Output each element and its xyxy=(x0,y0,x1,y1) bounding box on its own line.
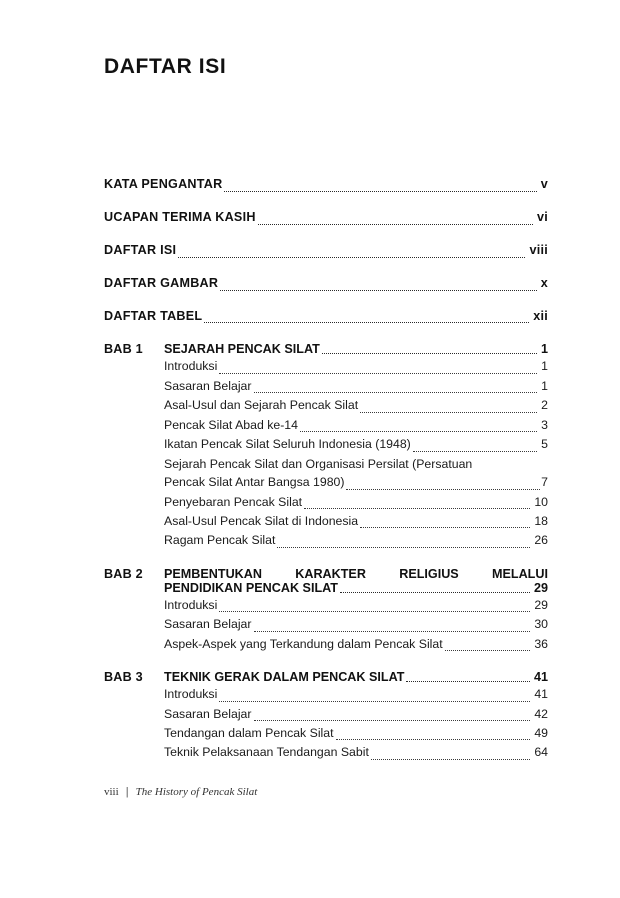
toc-entry-label: Tendangan dalam Pencak Silat xyxy=(164,726,334,741)
toc-chapter-3[interactable] xyxy=(104,670,548,684)
toc-entry-label: Sasaran Belajar xyxy=(164,617,252,632)
toc-entry-kata-pengantar[interactable] xyxy=(104,175,548,194)
dot-leader xyxy=(336,731,531,741)
toc-entry-label: Ragam Pencak Silat xyxy=(164,533,276,548)
toc-entry-label: Introduksi xyxy=(164,359,218,374)
toc-entry-label: DAFTAR GAMBAR xyxy=(104,275,219,290)
toc-entry-daftar-isi[interactable] xyxy=(104,241,548,260)
toc-entry-label-line2: Pencak Silat Antar Bangsa 1980) xyxy=(164,475,345,490)
footer-separator: | xyxy=(125,786,129,798)
toc-entry-daftar-tabel[interactable] xyxy=(104,307,548,326)
toc-entry-page: 1 xyxy=(541,378,548,393)
toc-entry-page: 10 xyxy=(534,494,548,509)
chapter-number: BAB 1 xyxy=(104,342,143,357)
chapter-number: BAB 3 xyxy=(104,670,143,685)
toc-subentry[interactable] xyxy=(164,743,548,761)
toc-subentry[interactable] xyxy=(164,357,548,375)
toc-entry-label: Asal-Usul Pencak Silat di Indonesia xyxy=(164,513,359,528)
chapter-title-line1 xyxy=(164,567,548,581)
toc-subentry[interactable] xyxy=(164,396,548,414)
table-of-contents xyxy=(104,175,548,762)
toc-entry-page: 7 xyxy=(541,475,548,490)
toc-entry-label: Introduksi xyxy=(164,687,218,702)
chapter-title-word: RELIGIUS xyxy=(399,566,459,581)
toc-subentry[interactable] xyxy=(164,512,548,530)
dot-leader xyxy=(360,519,530,529)
toc-subentry[interactable] xyxy=(164,493,548,511)
toc-subentry[interactable] xyxy=(164,377,548,395)
toc-entry-page: 26 xyxy=(534,533,548,548)
dot-leader xyxy=(254,622,531,632)
toc-entry-page: viii xyxy=(529,242,548,257)
chapter-body xyxy=(164,342,548,356)
toc-subentry[interactable] xyxy=(164,635,548,653)
toc-entry-label: DAFTAR ISI xyxy=(104,242,177,257)
toc-subentry[interactable] xyxy=(164,685,548,703)
dot-leader xyxy=(304,499,530,509)
footer-book-title: The History of Pencak Silat xyxy=(135,786,258,798)
toc-entry-page: 2 xyxy=(541,398,548,413)
toc-entry-label: Sasaran Belajar xyxy=(164,706,252,721)
toc-entry-page: 49 xyxy=(534,726,548,741)
dot-leader xyxy=(277,538,530,548)
dot-leader xyxy=(254,711,531,721)
toc-entry-label: Teknik Pelaksanaan Tendangan Sabit xyxy=(164,745,369,760)
toc-subentry[interactable] xyxy=(164,416,548,434)
page-footer xyxy=(104,786,257,798)
toc-entry-label: Aspek-Aspek yang Terkandung dalam Pencak Silat xyxy=(164,636,443,651)
toc-entry-label: Introduksi xyxy=(164,597,218,612)
toc-entry-label: Ikatan Pencak Silat Seluruh Indonesia (1948) xyxy=(164,437,411,452)
dot-leader xyxy=(340,583,530,593)
toc-entry-page: 30 xyxy=(534,617,548,632)
dot-leader xyxy=(346,480,540,490)
toc-subentry-wrapped[interactable] xyxy=(164,455,548,492)
dot-leader xyxy=(360,403,537,413)
toc-entry-label: Pencak Silat Abad ke-14 xyxy=(164,417,298,432)
toc-entry-page: 36 xyxy=(534,636,548,651)
chapter-page: 1 xyxy=(540,342,548,357)
toc-entry-daftar-gambar[interactable] xyxy=(104,274,548,293)
chapter-title: PENDIDIKAN PENCAK SILAT xyxy=(164,580,338,595)
toc-subentry[interactable] xyxy=(164,531,548,549)
chapter-number: BAB 2 xyxy=(104,566,143,581)
toc-subentry[interactable] xyxy=(164,435,548,453)
dot-leader xyxy=(413,442,537,452)
chapter-body xyxy=(164,567,548,595)
chapter-title-word: PEMBENTUKAN xyxy=(164,566,262,581)
chapter-title-line2 xyxy=(164,581,548,595)
toc-entry-page: 5 xyxy=(541,437,548,452)
toc-entry-ucapan-terima-kasih[interactable] xyxy=(104,208,548,227)
dot-leader xyxy=(219,602,530,612)
toc-chapter-1[interactable] xyxy=(104,342,548,356)
toc-entry-page: 3 xyxy=(541,417,548,432)
dot-leader xyxy=(258,215,533,225)
toc-entry-label: UCAPAN TERIMA KASIH xyxy=(104,209,256,224)
dot-leader xyxy=(178,248,525,258)
toc-subentry[interactable] xyxy=(164,705,548,723)
dot-leader xyxy=(371,750,530,760)
chapter-page: 41 xyxy=(533,670,548,685)
chapter-title-word: KARAKTER xyxy=(295,566,366,581)
toc-entry-page: 42 xyxy=(534,706,548,721)
chapter-body xyxy=(164,670,548,684)
dot-leader xyxy=(254,383,538,393)
toc-entry-page: 1 xyxy=(541,359,548,374)
chapter-title-word: MELALUI xyxy=(492,566,548,581)
folio-number: viii xyxy=(104,786,119,798)
page-title: DAFTAR ISI xyxy=(104,55,227,78)
toc-entry-label: Asal-Usul dan Sejarah Pencak Silat xyxy=(164,398,359,413)
chapter-title: TEKNIK GERAK DALAM PENCAK SILAT xyxy=(164,670,405,685)
dot-leader xyxy=(219,692,530,702)
dot-leader xyxy=(300,422,537,432)
dot-leader xyxy=(322,344,537,354)
dot-leader xyxy=(445,641,531,651)
toc-entry-label: DAFTAR TABEL xyxy=(104,308,203,323)
toc-entry-page: 41 xyxy=(534,687,548,702)
toc-entry-page: 18 xyxy=(534,513,548,528)
toc-entry-label: Sasaran Belajar xyxy=(164,378,252,393)
dot-leader xyxy=(220,281,536,291)
toc-entry-label: KATA PENGANTAR xyxy=(104,177,223,191)
toc-entry-page: 29 xyxy=(534,597,548,612)
dot-leader xyxy=(406,672,530,682)
toc-subentry[interactable] xyxy=(164,724,548,742)
toc-chapter-2[interactable] xyxy=(104,567,548,595)
toc-entry-page: v xyxy=(540,177,548,191)
toc-entry-page: x xyxy=(540,275,548,290)
toc-entry-page: xii xyxy=(533,308,548,323)
toc-subentry[interactable] xyxy=(164,615,548,633)
toc-subentry[interactable] xyxy=(164,596,548,614)
toc-entry-label-line1: Sejarah Pencak Silat dan Organisasi Persilat (Persatuan xyxy=(164,456,473,471)
chapter-page: 29 xyxy=(533,580,548,595)
dot-leader xyxy=(219,364,537,374)
dot-leader xyxy=(204,313,529,323)
toc-entry-page: 64 xyxy=(534,745,548,760)
dot-leader xyxy=(224,182,536,192)
chapter-title: SEJARAH PENCAK SILAT xyxy=(164,342,320,357)
toc-entry-page: vi xyxy=(536,209,548,224)
toc-entry-label: Penyebaran Pencak Silat xyxy=(164,494,303,509)
